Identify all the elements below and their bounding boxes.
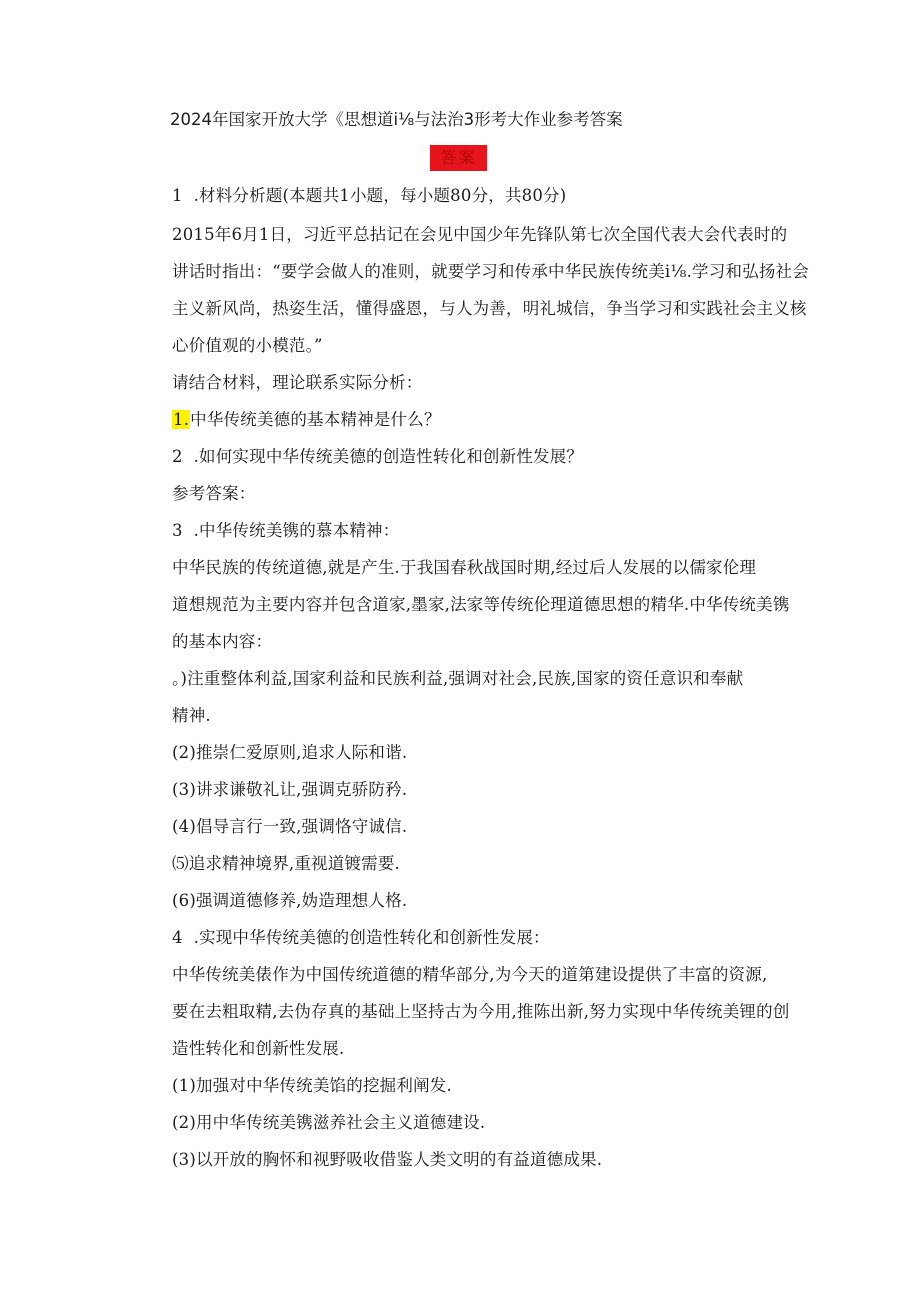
answer-3-item-6: (6)强调道德修养,妫造理想人格. <box>172 891 408 910</box>
answer-3-item-1-line-2: 精神. <box>172 706 211 725</box>
analysis-prompt: 请结合材料，理论联系实际分析： <box>172 373 423 392</box>
answer-3-paragraph-line-2: 道想规范为主要内容并包含道家,墨家,法家等传统伦理道德思想的精华.中华传统美镌 <box>172 595 790 614</box>
answer-3-paragraph-line-3: 的基本内容： <box>172 632 273 651</box>
answer-4-item-2: (2)用中华传统美镌滋养社会主义道德建设. <box>172 1113 486 1132</box>
answer-4-paragraph-line-1: 中华传统美俵作为中国传统道德的精华部分,为今天的道第建设提供了丰富的资源, <box>172 965 768 984</box>
answer-3-item-1-line-1: 。)注重整体利益,国家利益和民族利益,强调对社会,民族,国家的资任意识和奉献 <box>172 669 744 688</box>
answer-3-item-4: (4)倡导言行一致,强调恪守诚信. <box>172 817 408 836</box>
answer-4-paragraph-line-3: 造性转化和创新性发展. <box>172 1039 345 1058</box>
document-title: 2024年国家开放大学《思想道i⅛与法治3形考大作业参考答案 <box>170 110 623 129</box>
question-2: 2 .如何实现中华传统美德的创造性转化和创新性发展？ <box>172 447 584 466</box>
material-line-3: 主义新风尚，热姿生活，懂得盛恩，与人为善，明礼城信，争当学习和实践社会主义核 <box>172 299 807 318</box>
answer-3-item-2: (2)推崇仁爱原则,追求人际和谐. <box>172 743 408 762</box>
question-1-text: 中华传统美德的基本精神是什么？ <box>190 410 441 429</box>
answer-4-heading: 4 .实现中华传统美德的创造性转化和创新性发展： <box>172 928 550 947</box>
answer-3-paragraph-line-1: 中华民族的传统道德,就是产生.于我国春秋战国时期,经过后人发展的以儒家伦理 <box>172 558 757 577</box>
answer-3-heading: 3 .中华传统美镌的慕本精神： <box>172 521 400 540</box>
material-line-2: 讲话时指出：“要学会做人的准则，就要学习和传承中华民族传统美i⅛.学习和弘扬社会 <box>172 262 809 281</box>
question-1-number: 1. <box>173 410 190 429</box>
question-header: 1 .材料分析题(本题共1小题，每小题80分，共80分) <box>172 186 567 205</box>
material-line-1: 2015年6月1日，习近平总拈记在会见中国少年先锋队第七次全国代表大会代表时的 <box>172 225 788 244</box>
question-1 <box>172 406 441 430</box>
answer-3-item-3: (3)讲求谦敬礼让,强调克骄防矜. <box>172 780 408 799</box>
answer-4-paragraph-line-2: 要在去粗取精,去伪存真的基础上坚持古为今用,推陈出新,努力实现中华传统美锂的创 <box>172 1002 790 1021</box>
answer-4-item-1: (1)加强对中华传统美馅的挖掘利阐发. <box>172 1076 452 1095</box>
answer-3-item-5: ⑸追求精神境界,重视道镀需要. <box>172 854 400 873</box>
answer-4-item-3: (3)以开放的胸怀和视野吸收借鉴人类文明的有益道德成果. <box>172 1150 603 1169</box>
answer-stamp: 答案 <box>430 145 487 171</box>
material-line-4: 心价值观的小模范。” <box>172 336 323 355</box>
reference-answer-label: 参考答案： <box>172 484 256 503</box>
